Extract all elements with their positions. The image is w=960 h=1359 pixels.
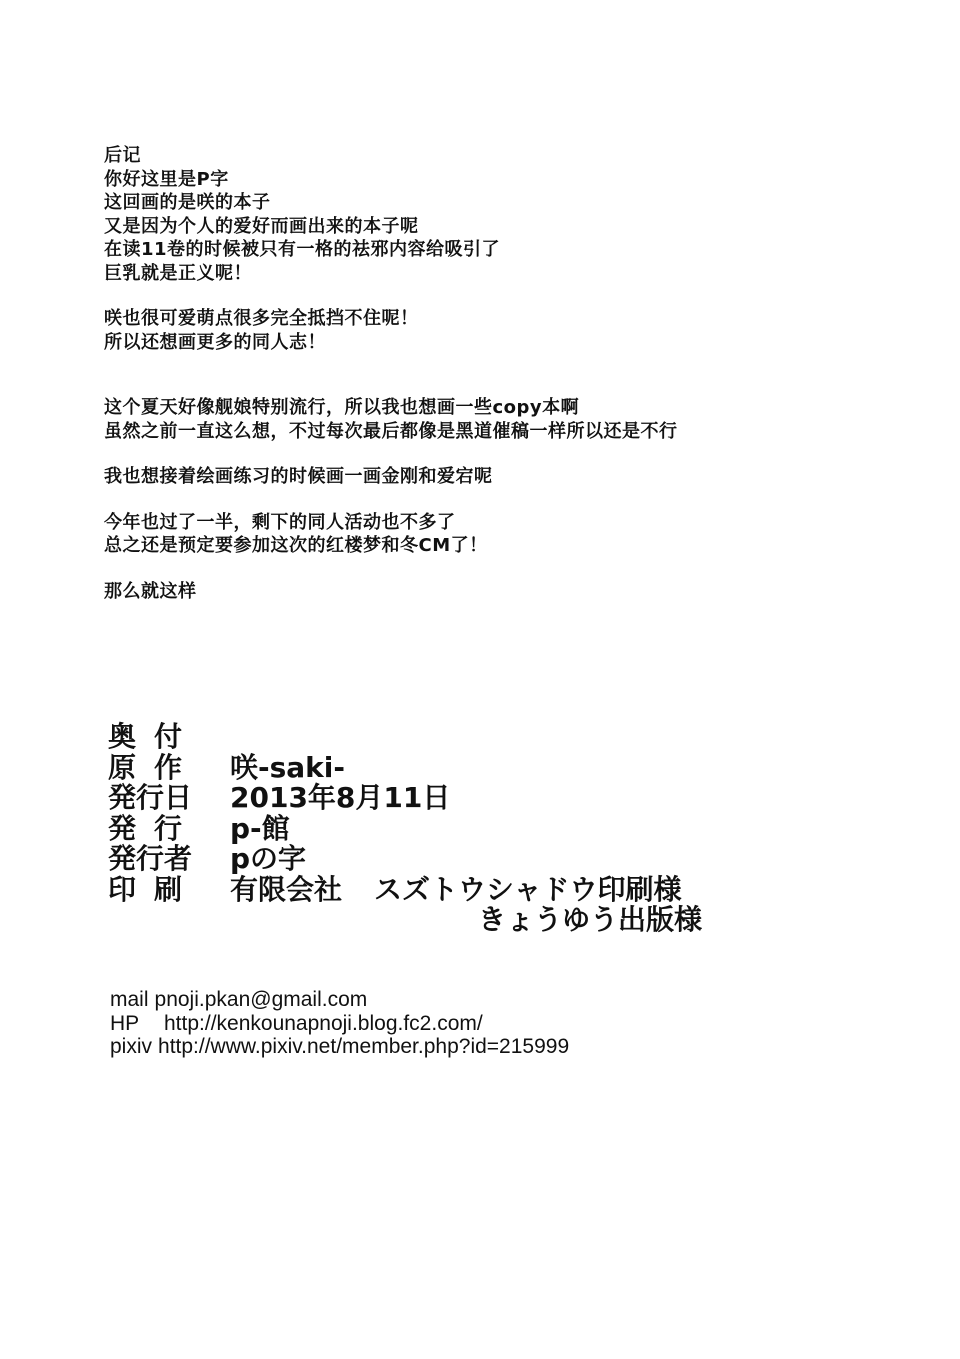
hp-value: http://kenkounapnoji.blog.fc2.com/ bbox=[164, 1011, 483, 1035]
issuer-label: 発行者 bbox=[108, 842, 193, 875]
afterword-line: 这个夏天好像舰娘特别流行，所以我也想画一些copy本啊 bbox=[104, 397, 580, 418]
contact-hp-row bbox=[110, 1012, 569, 1036]
original-label: 原作 bbox=[108, 750, 201, 784]
afterword-line: 我也想接着绘画练习的时候画一画金刚和爱宕呢 bbox=[104, 466, 493, 487]
afterword-closing: 那么就这样 bbox=[104, 580, 197, 602]
afterword-line: 虽然之前一直这么想，不过每次最后都像是黑道催稿一样所以还是不行 bbox=[104, 420, 678, 442]
colophon-print-row bbox=[108, 872, 702, 906]
afterword-title: 后记 bbox=[104, 145, 141, 166]
afterword-paragraph bbox=[104, 580, 864, 604]
afterword bbox=[104, 144, 864, 625]
pixiv-label: pixiv bbox=[110, 1035, 153, 1058]
colophon-original-row bbox=[108, 750, 702, 784]
afterword-line: 巨乳就是正义呢！ bbox=[104, 262, 252, 284]
date-label: 発行日 bbox=[108, 781, 193, 814]
print-company-2: きょうゆう出版様 bbox=[478, 903, 703, 936]
colophon-publisher-row bbox=[108, 811, 702, 845]
afterword-paragraph bbox=[104, 144, 864, 285]
afterword-line: 总之还是预定要参加这次的红楼梦和冬CM了！ bbox=[104, 535, 488, 556]
print-value bbox=[230, 872, 682, 906]
afterword-paragraph bbox=[104, 307, 864, 354]
colophon-date-row bbox=[108, 783, 702, 814]
colophon-print-row-2 bbox=[108, 905, 702, 936]
contact-mail-row bbox=[110, 988, 569, 1012]
mail-label: mail bbox=[110, 988, 149, 1011]
afterword-line: 在读11卷的时候被只有一格的祛邪内容给吸引了 bbox=[104, 239, 501, 260]
afterword-line: 今年也过了一半，剩下的同人活动也不多了 bbox=[104, 511, 456, 533]
afterword-line: 咲也很可爱萌点很多完全抵挡不住呢！ bbox=[104, 308, 419, 329]
contact-info bbox=[110, 988, 569, 1059]
afterword-paragraph bbox=[104, 511, 864, 558]
original-value: 咲-saki- bbox=[230, 750, 346, 784]
colophon-issuer-row bbox=[108, 844, 702, 875]
mail-value: pnoji.pkan@gmail.com bbox=[154, 988, 368, 1011]
afterword-line: 你好这里是P字 bbox=[104, 168, 229, 190]
colophon bbox=[108, 722, 702, 936]
colophon-heading-row bbox=[108, 722, 702, 753]
publisher-label: 発行 bbox=[108, 811, 201, 845]
afterword-line: 所以还想画更多的同人志！ bbox=[104, 331, 326, 353]
publisher-value: p-館 bbox=[230, 811, 290, 845]
afterword-line: 这回画的是咲的本子 bbox=[104, 192, 271, 213]
hp-label: HP bbox=[110, 1011, 140, 1035]
colophon-heading: 奥付 bbox=[108, 720, 201, 753]
contact-pixiv-row bbox=[110, 1035, 569, 1059]
pixiv-value: http://www.pixiv.net/member.php?id=215999 bbox=[158, 1035, 570, 1058]
date-value: 2013年8月11日 bbox=[230, 781, 451, 814]
afterword-line: 又是因为个人的爱好而画出来的本子呢 bbox=[104, 215, 419, 237]
print-label: 印刷 bbox=[108, 872, 201, 906]
print-company-name: スズトウシャドウ印刷様 bbox=[374, 872, 682, 906]
print-company-type: 有限会社 bbox=[230, 872, 343, 906]
afterword-paragraph bbox=[104, 396, 864, 443]
issuer-value: pの字 bbox=[230, 842, 307, 875]
afterword-paragraph bbox=[104, 465, 864, 489]
